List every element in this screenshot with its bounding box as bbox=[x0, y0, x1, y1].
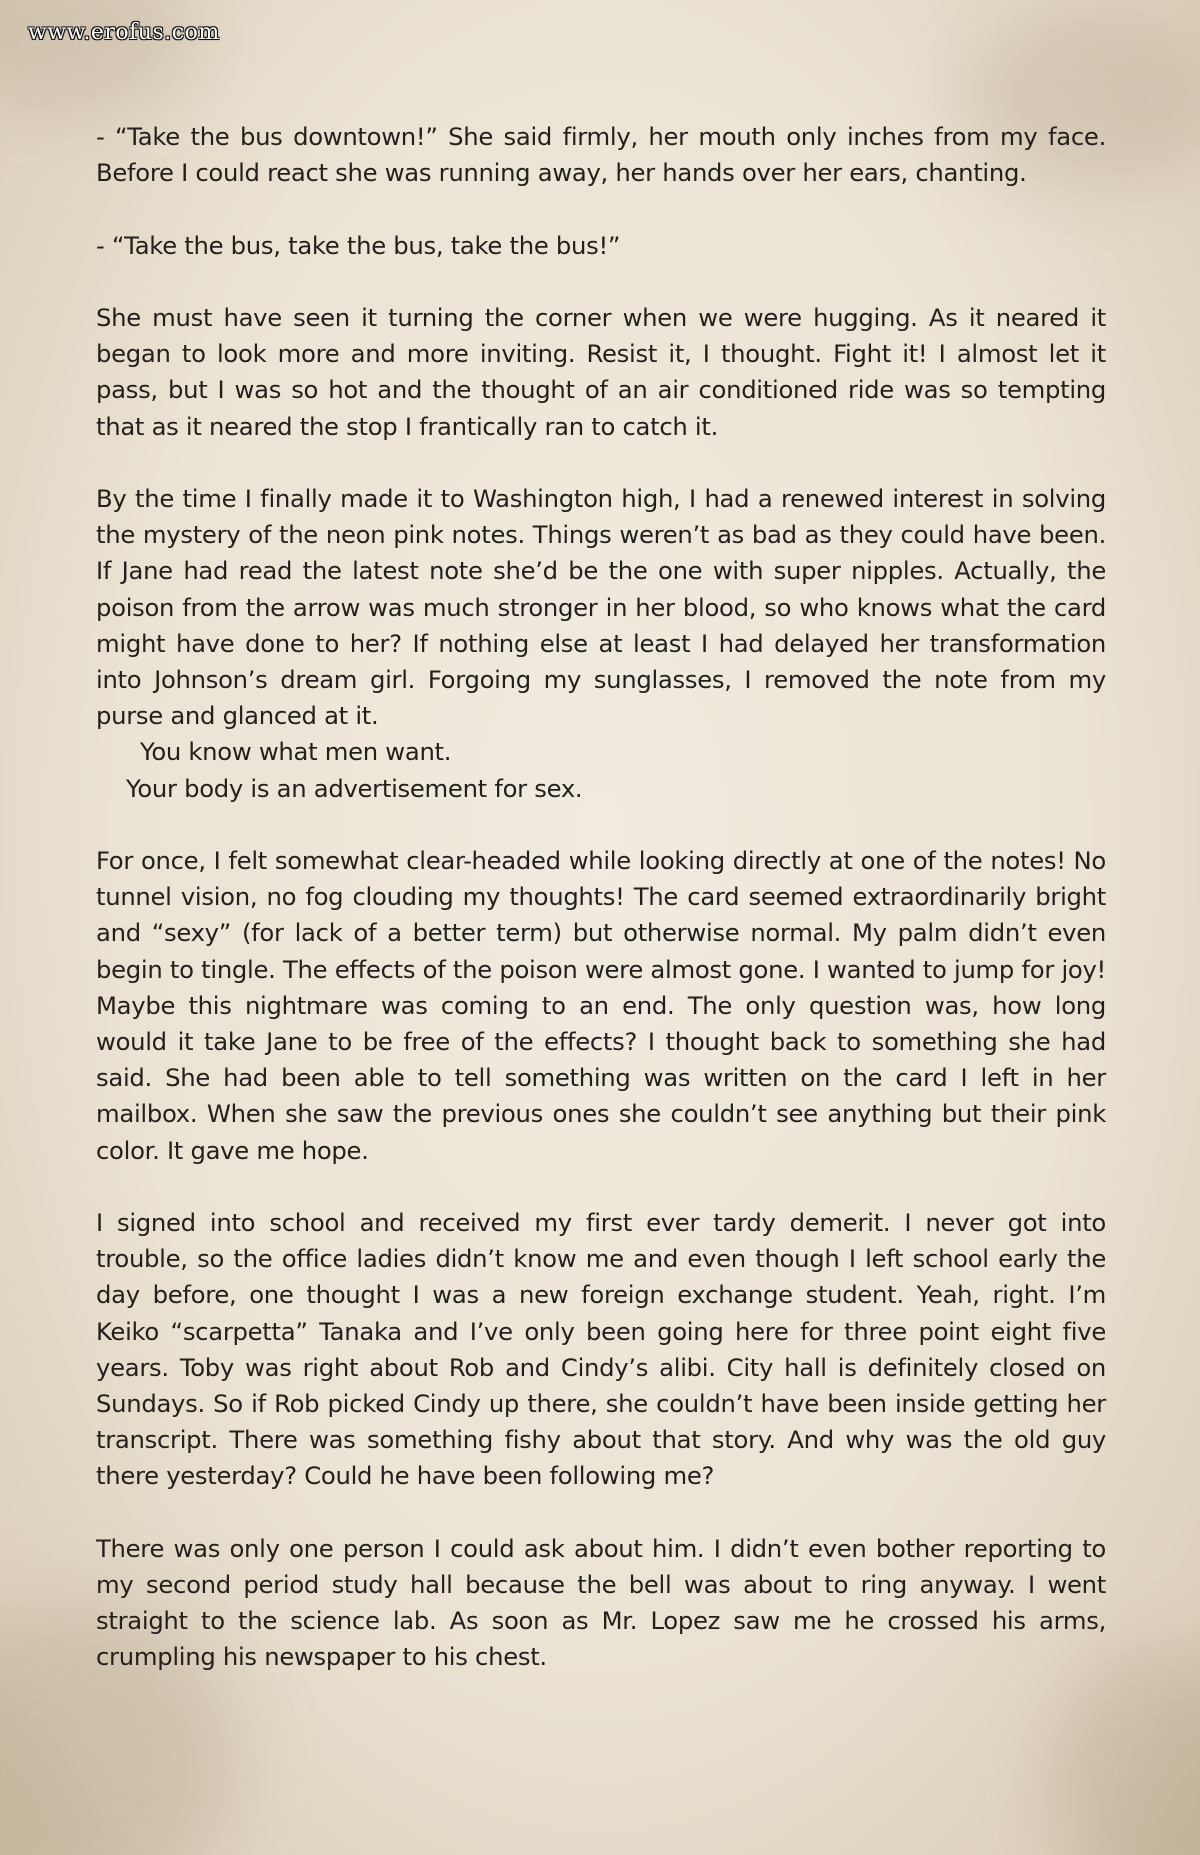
paragraph-take-bus-chant: - “Take the bus, take the bus, take the bus!” bbox=[96, 230, 621, 260]
paragraph-tardy-demerit: I signed into school and received my first ever tardy demerit. I never got into trouble, so the office ladies didn’t know me and even though I left school early the day before, one thought I was a new foreign exchange student. Yeah, right. I’m Keiko “scarpetta” Tanaka and I’ve only been going here for three point eight five years. Toby was right about Rob and Cindy’s alibi. City hall is definitely closed on Sundays. So if Rob picked Cindy up there, she couldn’t have been inside getting her transcript. There was something fishy about that story. And why was the old guy there yesterday? Could he have been following me? bbox=[96, 1208, 1106, 1491]
paragraph-clear-headed: For once, I felt somewhat clear-headed while looking directly at one of the notes! No tunnel vision, no fog clouding my thoughts! The card seemed extraordinarily bright and “sexy” (for lack of a better term) but otherwise normal. My palm didn’t even begin to tingle. The effects of the poison were almost gone. I wanted to jump for joy! Maybe this nightmare was coming to an end. The only question was, how long would it take Jane to be free of the effects? I thought back to something she had said. She had been able to tell something was written on the card I left in her mailbox. When she saw the previous ones she couldn’t see anything but their pink color. It gave me hope. bbox=[96, 846, 1106, 1165]
site-watermark: www.erofus.com bbox=[28, 20, 220, 45]
paragraph-washington-high: By the time I finally made it to Washington high, I had a renewed interest in solving the mystery of the neon pink notes. Things weren’t as bad as they could have been. If Jane had read the latest note she’d be the one with super nipples. Actually, the poison from the arrow was much stronger in her blood, so who knows what the card might have done to her? If nothing else at least I had delayed her transformation into Johnson’s dream girl. Forgoing my sunglasses, I removed the note from my purse and glanced at it. bbox=[96, 483, 1106, 731]
note-line-men-want: You know what men want. bbox=[140, 737, 452, 767]
paper-stain bbox=[0, 0, 200, 120]
note-line-advertisement: Your body is an advertisement for sex. bbox=[126, 773, 583, 803]
story-text bbox=[96, 119, 1106, 1712]
paragraph-bus-corner: She must have seen it turning the corner when we were hugging. As it neared it began to look more and more inviting. Resist it, I thought. Fight it! I almost let it pass, but I was so hot and the thought of an air conditioned ride was so tempting that as it neared the stop I frantically ran to catch it. bbox=[96, 302, 1106, 441]
paragraph-science-lab: There was only one person I could ask about him. I didn’t even bother reporting to my second period study hall because the bell was about to ring anyway. I went straight to the science lab. As soon as Mr. Lopez saw me he crossed his arms, crumpling his newspaper to his chest. bbox=[96, 1533, 1106, 1672]
paragraph-take-bus-downtown: - “Take the bus downtown!” She said firmly, her mouth only inches from my face. Before I could react she was running away, her hands over her ears, chanting. bbox=[96, 122, 1106, 188]
